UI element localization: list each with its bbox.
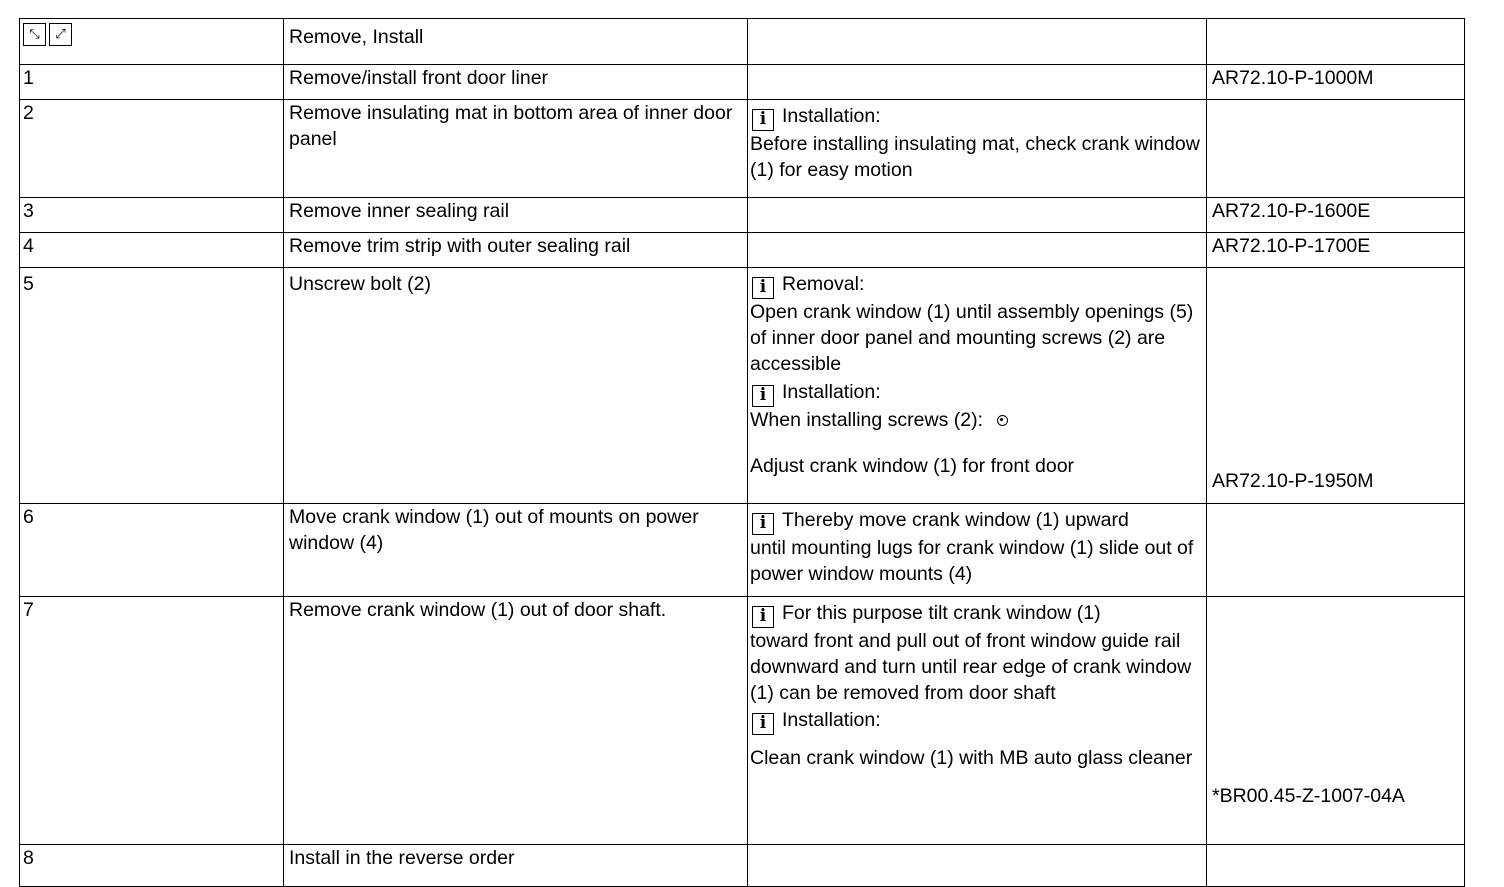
step-note	[748, 100, 1207, 198]
info-icon: i	[752, 385, 774, 407]
step-action: Remove/install front door liner	[284, 65, 748, 100]
step-note	[748, 504, 1207, 597]
note-text: toward front and pull out of front window guide rail downward and turn until rear edge of crank window (1) can be removed from door shaft	[750, 630, 1192, 704]
table-row	[20, 268, 1465, 504]
step-action: Unscrew bolt (2)	[284, 268, 748, 504]
table-row	[20, 597, 1465, 845]
note-text: Before installing insulating mat, check crank window (1) for easy motion	[750, 133, 1200, 181]
step-action: Install in the reverse order	[284, 845, 748, 887]
note-text: Clean crank window (1) with MB auto glass cleaner	[750, 747, 1193, 769]
step-reference[interactable]: AR72.10-P-1600E	[1207, 198, 1465, 233]
info-icon: i	[752, 513, 774, 535]
step-number: 5	[20, 268, 284, 504]
info-icon: i	[752, 606, 774, 628]
step-action: Remove inner sealing rail	[284, 198, 748, 233]
note-heading: Installation:	[782, 105, 881, 127]
expand-icon[interactable]: ⤡	[23, 23, 46, 46]
note-text: Adjust crank window (1) for front door	[750, 455, 1075, 477]
note-heading: Removal:	[782, 273, 865, 295]
note-heading: Thereby move crank window (1) upward	[782, 509, 1129, 531]
header-icons-cell	[20, 19, 284, 65]
step-number: 3	[20, 198, 284, 233]
step-note	[748, 597, 1207, 845]
collapse-icon[interactable]: ⤢	[49, 23, 72, 46]
table-header-row	[20, 19, 1465, 65]
note-heading: Installation:	[782, 709, 881, 731]
note-text: until mounting lugs for crank window (1) slide out of power window mounts (4)	[750, 537, 1194, 585]
step-action: Remove insulating mat in bottom area of inner door panel	[284, 100, 748, 198]
info-icon: i	[752, 277, 774, 299]
step-reference[interactable]: AR72.10-P-1950M	[1212, 470, 1374, 492]
note-heading: For this purpose tilt crank window (1)	[782, 602, 1101, 624]
table-row	[20, 504, 1465, 597]
step-reference[interactable]: *BR00.45-Z-1007-04A	[1212, 785, 1405, 807]
torque-symbol-icon[interactable]	[997, 415, 1008, 426]
step-reference[interactable]: AR72.10-P-1700E	[1207, 233, 1465, 268]
table-row	[20, 233, 1465, 268]
note-heading: Installation:	[782, 381, 881, 403]
table-row	[20, 100, 1465, 198]
step-number: 2	[20, 100, 284, 198]
step-number: 4	[20, 233, 284, 268]
step-note	[748, 268, 1207, 504]
note-text: Open crank window (1) until assembly openings (5) of inner door panel and mounting screws (2) are accessible	[750, 301, 1194, 375]
table-row	[20, 198, 1465, 233]
table-row	[20, 65, 1465, 100]
step-reference[interactable]: AR72.10-P-1000M	[1207, 65, 1465, 100]
step-number: 1	[20, 65, 284, 100]
procedure-table	[19, 18, 1465, 887]
header-title: Remove, Install	[284, 19, 748, 65]
step-number: 7	[20, 597, 284, 845]
step-number: 8	[20, 845, 284, 887]
step-action: Remove trim strip with outer sealing rail	[284, 233, 748, 268]
note-text: When installing screws (2):	[750, 409, 983, 431]
step-number: 6	[20, 504, 284, 597]
step-action: Remove crank window (1) out of door shaft.	[284, 597, 748, 845]
step-action: Move crank window (1) out of mounts on power window (4)	[284, 504, 748, 597]
info-icon: i	[752, 109, 774, 131]
info-icon: i	[752, 713, 774, 735]
